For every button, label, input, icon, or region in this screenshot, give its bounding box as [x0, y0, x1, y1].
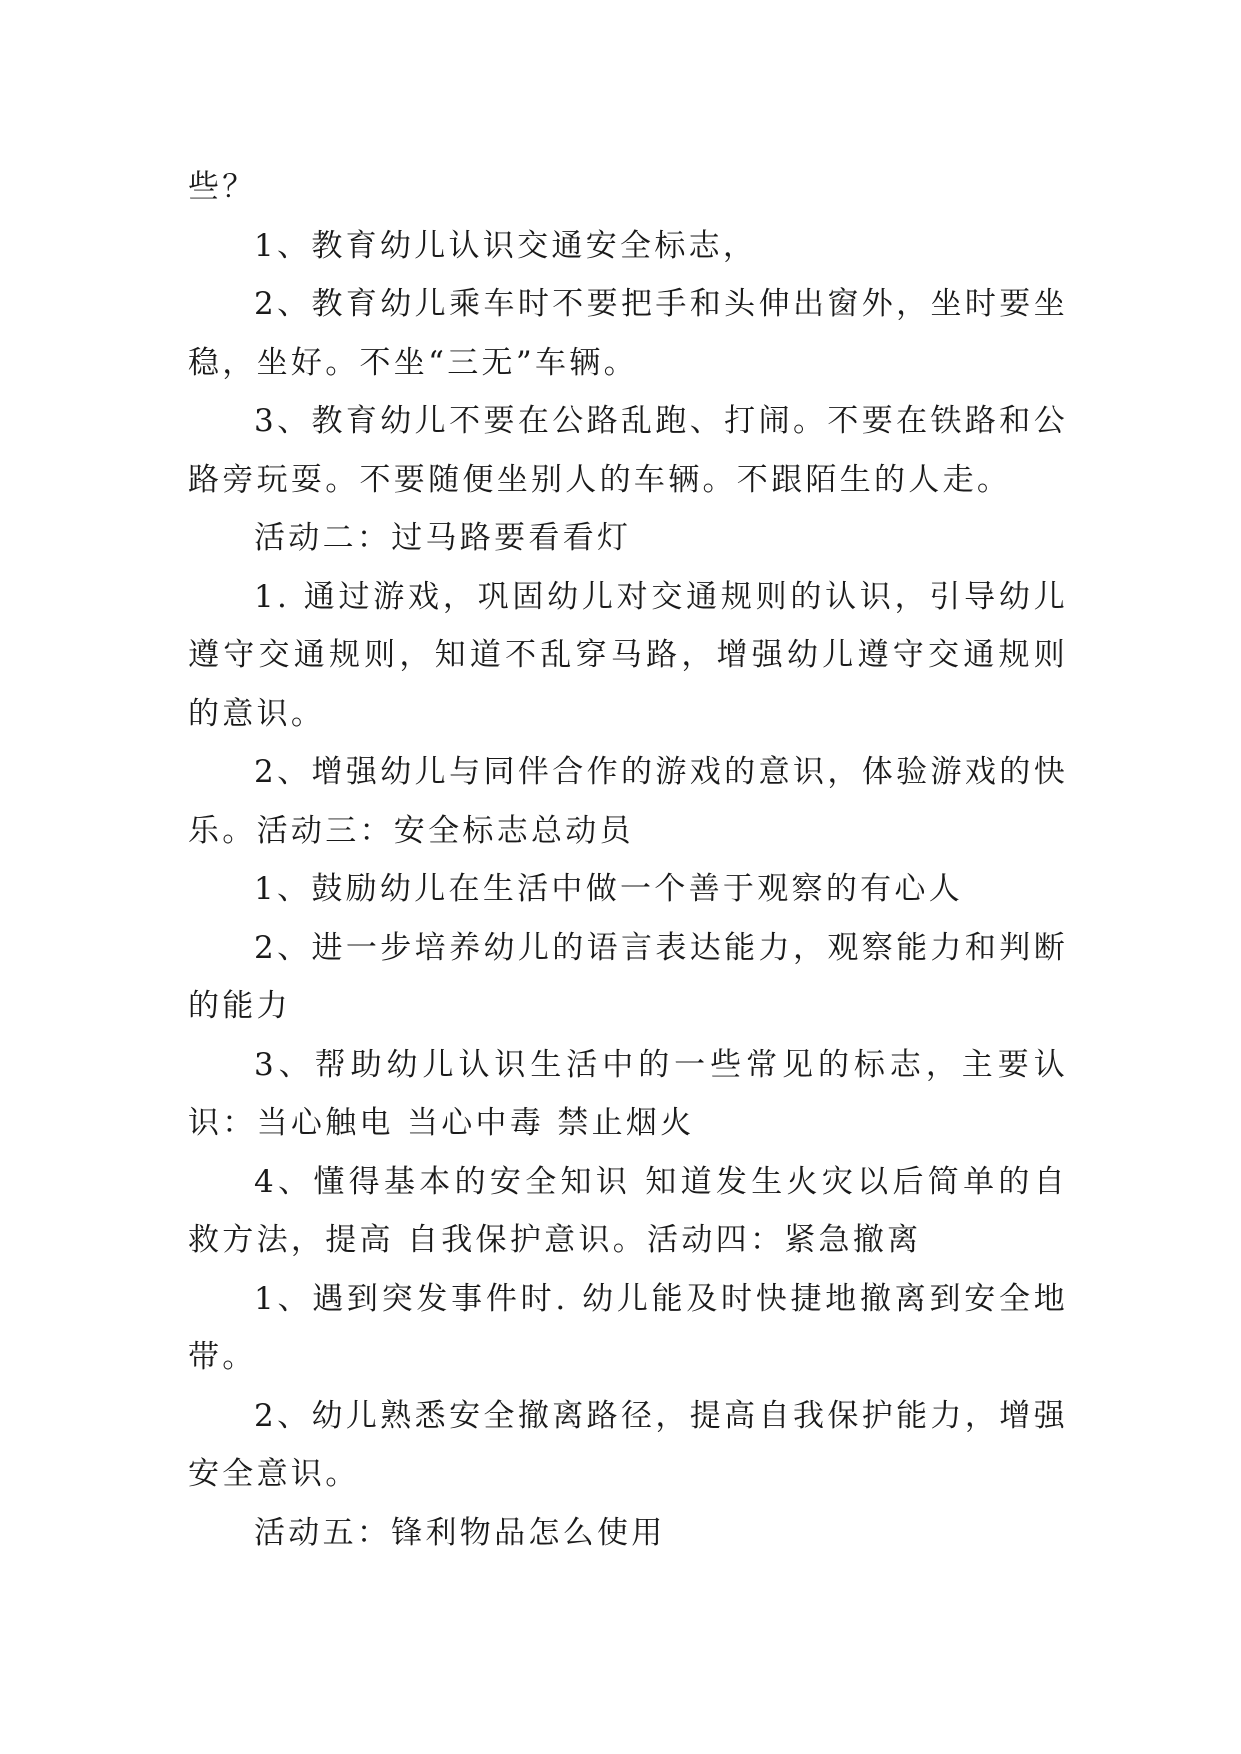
paragraph-activity-3-item-4: 4、懂得基本的安全知识 知道发生火灾以后简单的自救方法，提高 自我保护意识。活动四：紧急撤离	[188, 1163, 1068, 1258]
paragraph-item-2-riding-safety: 2、教育幼儿乘车时不要把手和头伸出窗外，坐时要坐稳，坐好。不坐“三无”车辆。	[188, 286, 1068, 381]
activity-5-heading: 活动五：锋利物品怎么使用	[254, 1514, 666, 1551]
paragraph-activity-3-item-3: 3、帮助幼儿认识生活中的一些常见的标志，主要认识：当心触电 当心中毒 禁止烟火	[188, 1046, 1068, 1141]
activity-2-heading: 活动二：过马路要看看灯	[254, 520, 632, 556]
paragraph-continuation: 些？	[188, 169, 257, 205]
paragraph-activity-4-item-2: 2、幼儿熟悉安全撤离路径，提高自我保护能力，增强安全意识。	[188, 1397, 1068, 1492]
paragraph-activity-3-item-2: 2、进一步培养幼儿的语言表达能力，观察能力和判断的能力	[188, 929, 1068, 1024]
paragraph-activity-4-item-1: 1、遇到突发事件时. 幼儿能及时快捷地撤离到安全地带。	[188, 1280, 1068, 1375]
paragraph-activity-2-item-2: 2、增强幼儿与同伴合作的游戏的意识，体验游戏的快乐。活动三：安全标志总动员	[188, 754, 1068, 849]
paragraph-item-3-road-safety: 3、教育幼儿不要在公路乱跑、打闹。不要在铁路和公路旁玩耍。不要随便坐别人的车辆。不跟陌生的人走。	[188, 403, 1068, 498]
document-body	[188, 158, 1068, 1562]
paragraph-activity-3-item-1: 1、鼓励幼儿在生活中做一个善于观察的有心人	[254, 871, 964, 907]
paragraph-activity-2-item-1: 1. 通过游戏，巩固幼儿对交通规则的认识，引导幼儿遵守交通规则，知道不乱穿马路，增强幼儿遵守交通规则的意识。	[188, 578, 1068, 732]
paragraph-item-1-traffic-signs: 1、教育幼儿认识交通安全标志，	[254, 227, 758, 264]
